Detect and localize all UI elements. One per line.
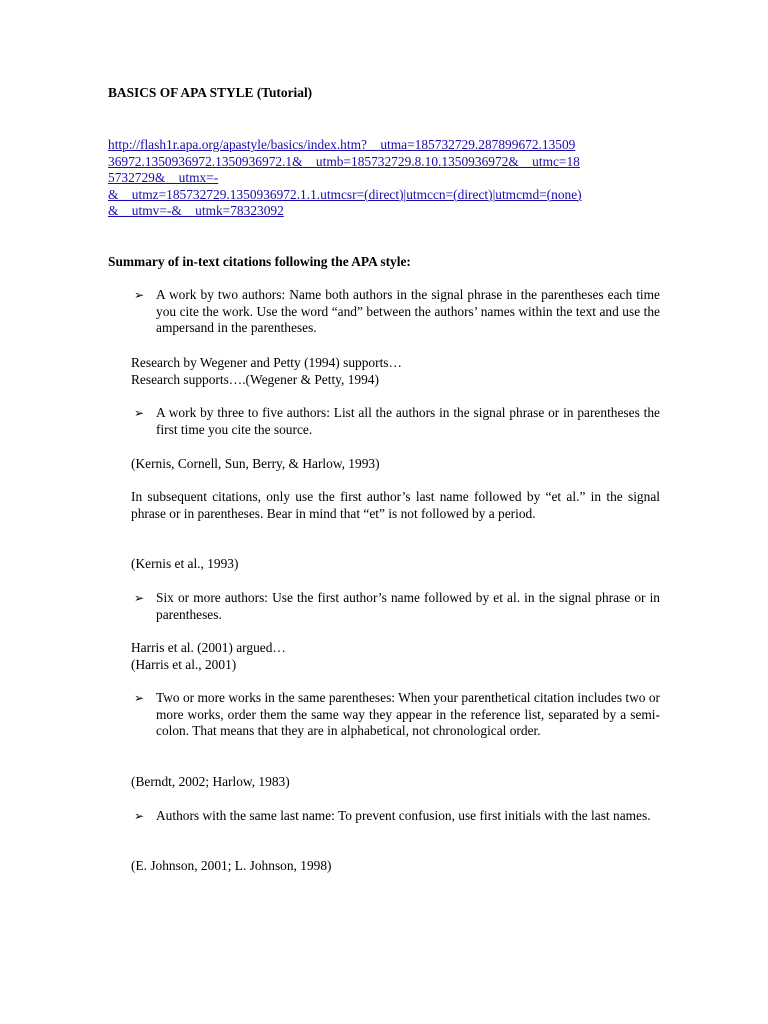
bullet-two-authors	[134, 287, 660, 337]
example-text: (Kernis, Cornell, Sun, Berry, & Harlow, 1993)	[131, 456, 380, 471]
example-block	[131, 640, 660, 673]
example-block	[131, 355, 660, 388]
example-text: (Harris et al., 2001)	[131, 656, 237, 672]
example-text: (Kernis et al., 1993)	[131, 556, 239, 571]
link-line[interactable]: &__utmv=-&__utmk=78323092	[108, 203, 284, 219]
link-line[interactable]: &__utmz=185732729.1350936972.1.1.utmcsr=(direct)|utmccn=(direct)|utmcmd=(none)	[108, 186, 582, 202]
bullet-text: Authors with the same last name: To prevent confusion, use first initials with the last names.	[156, 808, 651, 823]
bullet-text: A work by three to five authors: List all the authors in the signal phrase or in parentheses the first time you cite the source.	[156, 405, 660, 437]
arrow-bullet-icon: ➢	[134, 809, 145, 823]
bullet-text: Six or more authors: Use the first author’s name followed by et al. in the signal phrase or in parentheses.	[156, 590, 660, 622]
arrow-bullet-icon: ➢	[134, 406, 145, 420]
arrow-bullet-icon: ➢	[134, 691, 145, 705]
bullet-same-last-name	[134, 808, 660, 825]
bullet-six-more-authors	[134, 590, 660, 623]
example-text: Research by Wegener and Petty (1994) supports…	[131, 355, 402, 370]
arrow-bullet-icon: ➢	[134, 288, 145, 302]
example-text: (E. Johnson, 2001; L. Johnson, 1998)	[131, 858, 332, 873]
bullet-three-five-authors	[134, 405, 660, 438]
example-text: Harris et al. (2001) argued…	[131, 640, 286, 655]
document-title: BASICS OF APA STYLE (Tutorial)	[108, 85, 313, 100]
section-heading: Summary of in-text citations following the APA style:	[108, 254, 411, 269]
bullet-text: Two or more works in the same parentheses: When your parenthetical citation includes two or more works, order them the same way they appear in the reference list, separated by a semi-colon. That means that they are in alphabetical, not chronological order.	[156, 690, 660, 739]
subsequent-citation-note: In subsequent citations, only use the first author’s last name followed by “et al.” in the signal phrase or in parentheses. Bear in mind that “et” is not followed by a period.	[131, 489, 660, 521]
tutorial-link[interactable]	[108, 137, 660, 220]
example-text: Research supports….(Wegener & Petty, 1994)	[131, 371, 379, 387]
link-line[interactable]: 36972.1350936972.1350936972.1&__utmb=185732729.8.10.1350936972&__utmc=18	[108, 153, 580, 169]
bullet-text: A work by two authors: Name both authors in the signal phrase in the parentheses each time you cite the work. Use the word “and” between the authors’ names within the text and use the ampersand in the parentheses.	[156, 287, 660, 336]
example-text: (Berndt, 2002; Harlow, 1983)	[131, 774, 290, 789]
arrow-bullet-icon: ➢	[134, 591, 145, 605]
link-line[interactable]: http://flash1r.apa.org/apastyle/basics/index.htm?__utma=185732729.287899672.13509	[108, 137, 576, 152]
link-line[interactable]: 5732729&__utmx=-	[108, 170, 219, 186]
bullet-multiple-works	[134, 690, 660, 740]
